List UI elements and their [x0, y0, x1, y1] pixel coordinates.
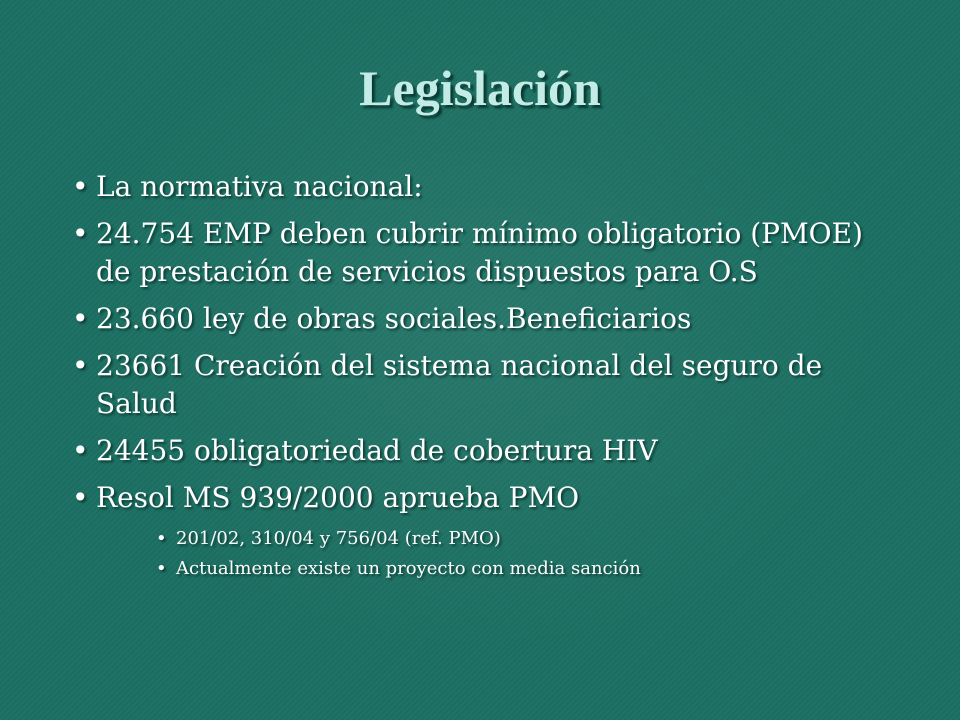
- bullet-text: 24.754 EMP deben cubrir mínimo obligatorio (PMOE) de prestación de servicios dispuestos para O.S: [96, 217, 863, 288]
- bullet-dot-icon: •: [72, 434, 89, 467]
- bullet-item-24455: [72, 432, 904, 470]
- bullet-dot-icon: •: [72, 302, 89, 335]
- bullet-dot-icon: •: [72, 217, 89, 250]
- bullet-dot-icon: •: [72, 481, 89, 514]
- bullet-dot-icon: •: [72, 349, 89, 382]
- sub-bullet-text: Actualmente existe un proyecto con media sanción: [176, 558, 641, 579]
- bullet-text: 24455 obligatoriedad de cobertura HIV: [96, 434, 658, 467]
- bullet-dot-icon: •: [156, 558, 167, 579]
- bullet-list: [72, 168, 904, 586]
- bullet-dot-icon: •: [72, 170, 89, 203]
- bullet-text: 23661 Creación del sistema nacional del seguro de Salud: [96, 349, 823, 420]
- bullet-item-24754: [72, 215, 904, 291]
- sub-bullet-item-proyecto: [156, 556, 904, 582]
- sub-bullet-item-ref-pmo: [156, 526, 904, 552]
- bullet-item-normativa: [72, 168, 904, 206]
- slide-title: Legislación: [359, 60, 601, 116]
- bullet-text: 23.660 ley de obras sociales.Beneficiarios: [96, 302, 692, 335]
- bullet-dot-icon: •: [156, 528, 167, 549]
- sub-bullet-text: 201/02, 310/04 y 756/04 (ref. PMO): [176, 528, 501, 549]
- bullet-item-resol-ms: [72, 479, 904, 517]
- bullet-text: La normativa nacional:: [96, 170, 423, 203]
- bullet-item-23660: [72, 300, 904, 338]
- bullet-item-23661: [72, 347, 904, 423]
- bullet-text: Resol MS 939/2000 aprueba PMO: [96, 481, 580, 514]
